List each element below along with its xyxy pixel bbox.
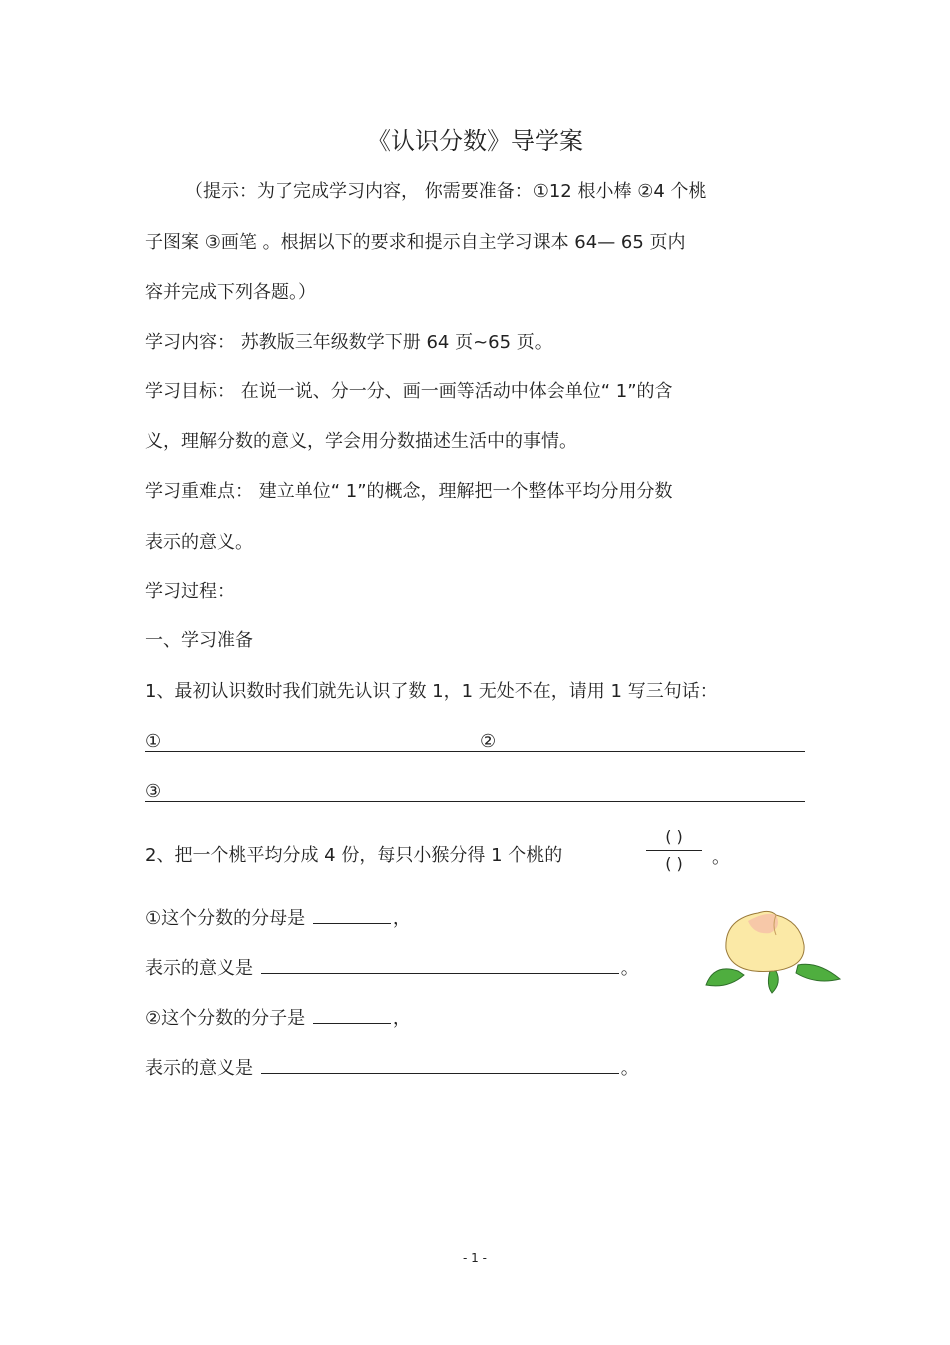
denominator-label: ①这个分数的分母是 <box>145 908 306 929</box>
hint-line-2: 子图案 ③画笔 。根据以下的要求和提示自主学习课本 64— 65 页内 <box>145 232 686 253</box>
meaning-label: 表示的意义是 <box>145 1058 253 1079</box>
denominator-blank[interactable] <box>313 905 391 924</box>
learning-goal-line-2: 义，理解分数的意义，学会用分数描述生活中的事情。 <box>145 431 577 452</box>
section-heading: 一、学习准备 <box>145 630 253 651</box>
answer-mark-2: ② <box>480 731 497 752</box>
fraction-denominator: ( ) <box>665 854 683 873</box>
comma: ， <box>392 908 411 929</box>
answer-mark-3: ③ <box>145 781 162 802</box>
denominator-meaning-blank[interactable] <box>261 955 619 974</box>
process-label: 学习过程： <box>145 581 235 602</box>
question-2-end: 。 <box>712 847 730 868</box>
period: 。 <box>620 958 639 979</box>
numerator-meaning-blank[interactable] <box>261 1055 619 1074</box>
answer-line-1-2[interactable] <box>145 751 805 752</box>
page-title: 《认识分数》导学案 <box>367 127 583 155</box>
learning-goal-line-1: 学习目标： 在说一说、分一分、画一画等活动中体会单位“ 1”的含 <box>145 381 673 402</box>
numerator-blank[interactable] <box>313 1005 391 1024</box>
denominator-meaning <box>145 955 639 981</box>
peach-icon <box>700 905 845 995</box>
hint-line-3: 容并完成下列各题。） <box>145 282 316 303</box>
fraction-numerator: ( ) <box>665 827 683 846</box>
learning-content: 学习内容： 苏教版三年级数学下册 64 页~65 页。 <box>145 332 553 353</box>
key-points-line-1: 学习重难点： 建立单位“ 1”的概念，理解把一个整体平均分用分数 <box>145 481 673 502</box>
meaning-label: 表示的意义是 <box>145 958 253 979</box>
hint-line-1: （提示：为了完成学习内容， 你需要准备：①12 根小棒 ②4 个桃 <box>185 181 707 202</box>
numerator-label: ②这个分数的分子是 <box>145 1008 306 1029</box>
numerator-question <box>145 1005 411 1031</box>
question-1-text: 1、最初认识数时我们就先认识了数 1，1 无处不在，请用 1 写三句话： <box>145 681 718 702</box>
question-2-text: 2、把一个桃平均分成 4 份，每只小猴分得 1 个桃的 <box>145 845 563 866</box>
blank-fraction[interactable] <box>646 826 702 875</box>
fraction-bar <box>646 850 702 851</box>
numerator-meaning <box>145 1055 639 1081</box>
comma: ， <box>392 1008 411 1029</box>
page-number: - 1 - <box>463 1251 487 1265</box>
denominator-question <box>145 905 411 931</box>
key-points-line-2: 表示的意义。 <box>145 532 253 553</box>
answer-mark-1: ① <box>145 731 162 752</box>
answer-line-3[interactable] <box>145 801 805 802</box>
period: 。 <box>620 1058 639 1079</box>
